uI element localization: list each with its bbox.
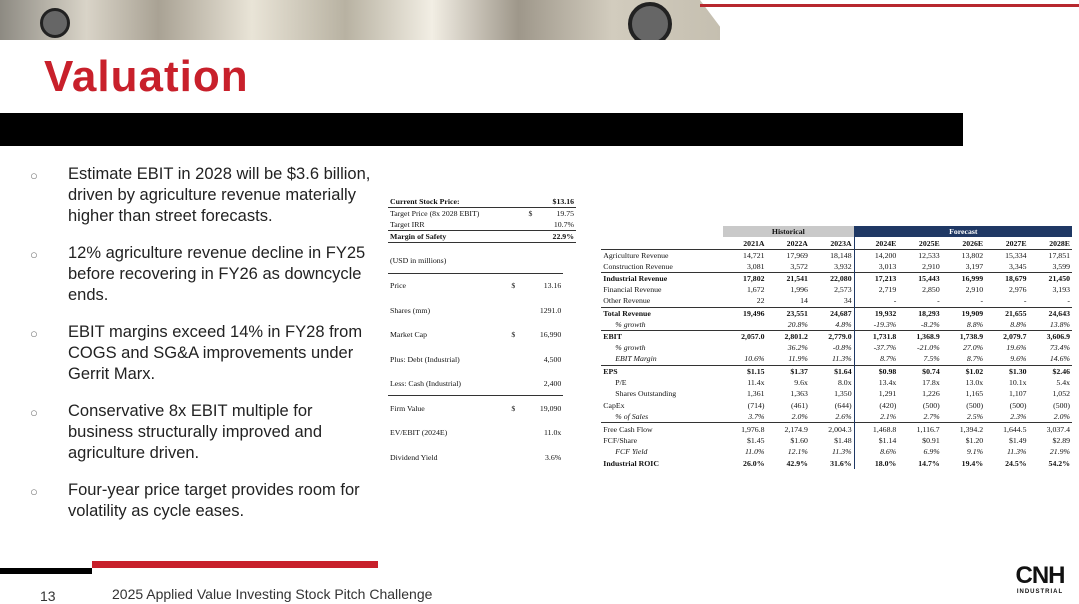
bullet-circle-icon: ○ xyxy=(30,484,38,499)
banner-photo xyxy=(0,0,720,40)
row-label: Construction Revenue xyxy=(603,261,673,271)
row-value: $0.98 xyxy=(878,366,897,376)
year-header: 2021A xyxy=(743,238,765,248)
row-value: 3.7% xyxy=(748,412,765,422)
row-value: 1,996 xyxy=(790,285,808,295)
year-header: 2022A xyxy=(786,238,808,248)
row-value: 19.4% xyxy=(961,459,984,469)
row-value: -37.7% xyxy=(873,343,897,353)
label-spacer xyxy=(601,226,723,238)
row-value: 13,802 xyxy=(961,250,984,260)
row-value: (500) xyxy=(1009,401,1027,411)
currency-symbol: $ xyxy=(511,403,516,413)
header-banner xyxy=(0,0,1079,40)
year-header: 2024E xyxy=(875,238,897,248)
row-value: 17,851 xyxy=(1048,250,1070,260)
row-value: 8.8% xyxy=(1010,319,1027,329)
row-value: -21.0% xyxy=(916,343,940,353)
year-header: 2023A xyxy=(810,237,854,249)
bullet-item xyxy=(30,401,375,464)
row-label: EBIT xyxy=(603,331,622,341)
label-spacer xyxy=(601,237,723,249)
bullet-list xyxy=(30,164,375,538)
row-label: Dividend Yield xyxy=(390,452,438,462)
bullet-item xyxy=(30,164,375,227)
currency-symbol xyxy=(509,445,522,470)
row-value: 9.6% xyxy=(1010,354,1027,364)
bullet-text: Conservative 8x EBIT multiple for business structurally improved and agriculture driven. xyxy=(68,402,323,462)
table-row xyxy=(388,249,563,273)
row-label: Less: Cash (Industrial) xyxy=(390,378,462,388)
row-value: 22,080 xyxy=(810,272,854,284)
row-value: 10.7% xyxy=(553,220,574,230)
year-header: 2028E xyxy=(1049,238,1070,248)
row-value: 12.1% xyxy=(787,447,808,457)
bullet-circle-icon: ○ xyxy=(30,247,38,262)
row-value: - xyxy=(1023,296,1027,306)
logo-wordmark: CNH xyxy=(1015,562,1065,589)
row-label: Industrial Revenue xyxy=(603,273,668,283)
row-value: 18,293 xyxy=(918,308,940,318)
tractor-wheel-image xyxy=(628,2,672,40)
row-label: FCF Yield xyxy=(615,447,648,457)
row-value: 2,400 xyxy=(543,378,562,388)
projection-table-body xyxy=(601,226,1072,469)
banner-red-line xyxy=(700,4,1079,7)
row-value: 19.75 xyxy=(556,209,574,219)
row-value: 26.0% xyxy=(743,459,765,469)
row-value: (461) xyxy=(791,401,808,411)
table-row xyxy=(601,272,1072,284)
row-value: $1.48 xyxy=(810,435,854,447)
table-row xyxy=(601,411,1072,423)
row-label: Market Cap xyxy=(390,330,428,340)
table-row xyxy=(601,458,1072,470)
row-value: -8.2% xyxy=(920,319,940,329)
row-value: $0.91 xyxy=(922,435,940,445)
row-value: 2,850 xyxy=(922,285,940,295)
row-value: $0.74 xyxy=(922,366,940,376)
row-value: 13.4x xyxy=(878,377,897,387)
row-value: 1,052 xyxy=(1052,389,1070,399)
row-value: 3,932 xyxy=(810,261,854,273)
row-value: 17.8x xyxy=(922,377,940,387)
row-value: 3,606.9 xyxy=(1046,331,1070,341)
row-value: 3.6% xyxy=(545,452,562,462)
row-value: 42.9% xyxy=(786,459,808,469)
table-row xyxy=(601,249,1072,261)
row-value: (714) xyxy=(747,401,765,411)
row-value: 1,107 xyxy=(1008,389,1027,399)
table-row xyxy=(388,208,576,220)
row-value: 5.4x xyxy=(1056,377,1070,387)
row-value: 15,443 xyxy=(918,273,940,283)
row-value: 4.8% xyxy=(810,319,854,331)
row-value: 1,361 xyxy=(746,389,765,399)
row-value: 2,801.2 xyxy=(784,331,808,341)
row-value: $1.20 xyxy=(965,435,984,445)
row-value: 14.7% xyxy=(918,459,940,469)
row-value: 1,394.2 xyxy=(959,424,984,434)
table-row xyxy=(601,237,1072,249)
row-value: 17,969 xyxy=(786,250,808,260)
row-value: $1.02 xyxy=(965,366,984,376)
row-value: 13.16 xyxy=(543,281,562,291)
row-value: 2,779.0 xyxy=(810,330,854,342)
table-row xyxy=(601,435,1072,447)
row-value: 14.6% xyxy=(1049,354,1070,364)
currency-symbol: $ xyxy=(528,209,533,219)
table-row xyxy=(388,396,563,420)
table-row xyxy=(601,226,1072,238)
bullet-item xyxy=(30,480,375,522)
row-label: Total Revenue xyxy=(603,308,651,318)
row-value: 11.3% xyxy=(810,353,854,365)
row-value: 1,116.7 xyxy=(916,424,940,434)
slide-title: Valuation xyxy=(44,52,249,101)
row-value: - xyxy=(893,296,897,306)
row-value: $1.60 xyxy=(790,435,808,445)
currency-symbol xyxy=(527,231,539,243)
table-row xyxy=(601,388,1072,400)
row-value: 2,976 xyxy=(1008,285,1027,295)
row-value: 23,551 xyxy=(786,308,808,318)
row-value: 17,213 xyxy=(874,273,897,283)
row-value: - xyxy=(937,296,940,306)
currency-symbol xyxy=(509,298,522,322)
row-value xyxy=(723,319,766,331)
table-row xyxy=(388,219,576,231)
currency-symbol xyxy=(509,420,522,444)
row-value: 14 xyxy=(800,296,808,306)
row-value: (420) xyxy=(879,401,897,411)
table-row xyxy=(601,330,1072,342)
currency-symbol xyxy=(509,371,522,395)
bullet-circle-icon: ○ xyxy=(30,405,38,420)
row-label: % growth xyxy=(615,343,646,353)
row-label: EBIT Margin xyxy=(615,354,657,364)
row-value: 21.9% xyxy=(1049,447,1070,457)
row-value: 16,990 xyxy=(539,330,562,340)
year-header: 2025E xyxy=(918,238,940,248)
table-row xyxy=(601,400,1072,412)
footer-black-bar xyxy=(0,568,92,574)
row-label: Margin of Safety xyxy=(390,232,447,242)
row-value: 2.5% xyxy=(966,412,984,422)
table-row xyxy=(388,322,563,346)
row-value: 2.7% xyxy=(923,412,940,422)
currency-symbol xyxy=(527,196,539,208)
row-label: Plus: Debt (Industrial) xyxy=(390,354,460,364)
table-row xyxy=(601,353,1072,365)
currency-symbol: $ xyxy=(511,281,516,291)
table-row xyxy=(388,273,563,297)
row-value: 19,932 xyxy=(874,308,897,318)
title-divider-bar xyxy=(0,113,963,146)
table-row xyxy=(388,420,563,444)
row-value: 11.3% xyxy=(810,446,854,458)
row-label: Shares (mm) xyxy=(390,305,431,315)
row-value: - xyxy=(980,296,984,306)
currency-symbol xyxy=(527,219,539,231)
row-value: 3,197 xyxy=(965,261,984,271)
table-row xyxy=(388,298,563,322)
row-value: (500) xyxy=(1053,401,1070,411)
bullet-text: Estimate EBIT in 2028 will be $3.6 billion, driven by agriculture revenue materially higher than street forecasts. xyxy=(68,165,371,225)
table-row xyxy=(388,231,576,243)
row-value: 3,599 xyxy=(1052,261,1070,271)
table-row xyxy=(601,365,1072,377)
row-value: 1291.0 xyxy=(539,305,562,315)
capitalization-table xyxy=(388,249,563,469)
row-value: 10.1x xyxy=(1008,377,1027,387)
row-value: 18.0% xyxy=(874,459,897,469)
cnh-logo xyxy=(1008,563,1072,599)
row-value: $1.49 xyxy=(1008,435,1027,445)
forecast-header: Forecast xyxy=(854,226,1072,238)
row-label: FCF/Share xyxy=(603,435,638,445)
row-value: 7.5% xyxy=(923,354,940,364)
row-value: 54.2% xyxy=(1048,459,1070,469)
row-value: 1,672 xyxy=(746,285,765,295)
row-value: 19,090 xyxy=(539,403,562,413)
row-value: $1.14 xyxy=(878,435,897,445)
row-value: 1,226 xyxy=(922,389,940,399)
row-value: $2.46 xyxy=(1052,366,1070,376)
row-value: 17,802 xyxy=(743,273,765,283)
units-label: (USD in millions) xyxy=(390,256,447,266)
row-value: 11.3% xyxy=(1006,447,1027,457)
row-value: 36.2% xyxy=(787,343,808,353)
row-value: 3,193 xyxy=(1052,285,1070,295)
row-label: Free Cash Flow xyxy=(603,424,653,434)
row-value: 31.6% xyxy=(810,458,854,470)
row-label: EV/EBIT (2024E) xyxy=(390,428,448,437)
row-label: EPS xyxy=(603,366,618,376)
row-value: 1,738.9 xyxy=(959,331,984,341)
row-value: 24.5% xyxy=(1005,459,1027,469)
row-label: Price xyxy=(390,281,407,291)
row-value: $1.15 xyxy=(746,366,765,376)
row-value: 2,910 xyxy=(965,285,984,295)
row-value: $1.64 xyxy=(810,365,854,377)
row-label: Other Revenue xyxy=(603,296,651,306)
row-value: 19,496 xyxy=(743,308,765,318)
row-label: Firm Value xyxy=(390,403,425,413)
row-value: 18,679 xyxy=(1005,273,1027,283)
row-value: 18,148 xyxy=(810,249,854,261)
row-value: $1.37 xyxy=(790,366,808,376)
row-value: 21,655 xyxy=(1005,308,1027,318)
row-value: 19.6% xyxy=(1006,343,1027,353)
row-value: 1,291 xyxy=(878,389,897,399)
row-value: 1,731.8 xyxy=(872,331,897,341)
currency-symbol xyxy=(509,347,522,371)
row-value: 8.6% xyxy=(880,447,897,457)
bullet-item xyxy=(30,322,375,385)
row-value: 2,079.7 xyxy=(1003,331,1027,341)
row-value: 14,721 xyxy=(743,250,765,260)
footer-text: 2025 Applied Value Investing Stock Pitch Challenge xyxy=(112,586,433,602)
row-value: 1,368.9 xyxy=(916,331,940,341)
currency-symbol: $ xyxy=(511,330,516,340)
year-header: 2027E xyxy=(1005,238,1027,248)
row-value: 2.6% xyxy=(810,411,854,423)
row-value: $1.45 xyxy=(746,435,765,445)
table-row xyxy=(601,423,1072,435)
table-row xyxy=(388,196,576,208)
bullet-text: 12% agriculture revenue decline in FY25 before recovering in FY26 as downcycle ends. xyxy=(68,244,366,304)
table-row xyxy=(388,445,563,470)
row-value: 34 xyxy=(810,295,854,307)
price-target-table xyxy=(388,196,576,243)
row-value: 10.6% xyxy=(744,354,765,364)
row-label: Current Stock Price: xyxy=(390,197,460,207)
year-header: 2026E xyxy=(962,238,984,248)
row-value: 12,533 xyxy=(918,250,940,260)
row-value: 19,909 xyxy=(961,308,984,318)
row-value: 6.9% xyxy=(923,447,940,457)
row-value: 13.8% xyxy=(1049,319,1070,329)
page-number: 13 xyxy=(40,588,56,604)
row-value: 9.6x xyxy=(794,377,808,387)
table-row xyxy=(601,319,1072,331)
bullet-text: EBIT margins exceed 14% in FY28 from COGS and SG&A improvements under Gerrit Marx. xyxy=(68,323,363,383)
bullet-circle-icon: ○ xyxy=(30,168,38,183)
row-value: (644) xyxy=(810,400,854,412)
row-value: 73.4% xyxy=(1049,343,1070,353)
row-value: -0.8% xyxy=(810,342,854,354)
row-value: 2,057.0 xyxy=(741,331,765,341)
row-value: 2.1% xyxy=(880,412,897,422)
row-value: 3,345 xyxy=(1008,261,1027,271)
row-value: 24,643 xyxy=(1048,308,1070,318)
table-row xyxy=(601,261,1072,273)
table-row xyxy=(388,371,563,395)
table-row xyxy=(601,446,1072,458)
row-value: 11.4x xyxy=(747,377,765,387)
row-value: 1,350 xyxy=(810,388,854,400)
row-label: CapEx xyxy=(603,401,625,411)
row-value: 2.3% xyxy=(1010,412,1027,422)
row-value: 2,174.9 xyxy=(784,424,808,434)
row-label: Industrial ROIC xyxy=(603,459,659,469)
table-row xyxy=(601,342,1072,354)
row-value: 1,644.5 xyxy=(1003,424,1027,434)
row-value: 22 xyxy=(756,296,765,306)
row-value: 3,013 xyxy=(878,261,897,271)
row-value: - xyxy=(1067,296,1070,306)
row-value: 3,572 xyxy=(790,261,808,271)
row-value: 1,468.8 xyxy=(872,424,897,434)
row-value: 24,687 xyxy=(810,307,854,319)
row-value: 8.7% xyxy=(966,354,984,364)
bullet-text: Four-year price target provides room for volatility as cycle eases. xyxy=(68,481,360,520)
row-value: -19.3% xyxy=(873,319,897,329)
row-value: 11.0x xyxy=(544,428,562,437)
table-row xyxy=(388,347,563,371)
row-value: 8.0x xyxy=(810,377,854,389)
bullet-circle-icon: ○ xyxy=(30,326,38,341)
row-label: Agriculture Revenue xyxy=(603,250,669,260)
row-value: 1,363 xyxy=(790,389,808,399)
row-label: % of Sales xyxy=(615,412,649,422)
row-label: Target IRR xyxy=(390,220,425,230)
row-value: 27.0% xyxy=(962,343,984,353)
row-value: 13.0x xyxy=(965,377,984,387)
row-value: 3,081 xyxy=(746,261,765,271)
row-label: Shares Outstanding xyxy=(615,389,677,399)
table-row xyxy=(601,284,1072,296)
row-value: 21,541 xyxy=(786,273,808,283)
row-value: 20.8% xyxy=(787,319,808,329)
valuation-tables xyxy=(388,196,1072,469)
table-row xyxy=(601,307,1072,319)
footer-red-bar xyxy=(92,561,378,568)
row-value xyxy=(723,342,766,354)
row-value: 8.8% xyxy=(966,319,984,329)
row-value: $13.16 xyxy=(552,197,574,207)
row-value: 2,573 xyxy=(810,284,854,296)
row-value: 8.7% xyxy=(880,354,897,364)
row-value: 2,719 xyxy=(878,285,897,295)
row-label: % growth xyxy=(615,319,646,329)
row-value: 1,976.8 xyxy=(741,424,765,434)
row-value: 22.9% xyxy=(552,232,574,242)
row-value: 14,200 xyxy=(874,250,897,260)
row-value: 16,999 xyxy=(961,273,984,283)
row-value: 3,037.4 xyxy=(1046,424,1070,434)
row-value: 21,450 xyxy=(1048,273,1070,283)
row-value: 9.1% xyxy=(966,447,984,457)
row-value: $2.89 xyxy=(1052,435,1070,445)
machine-wheel-image xyxy=(40,8,70,38)
bullet-item xyxy=(30,243,375,306)
row-value: 4,500 xyxy=(543,354,562,364)
row-label: Financial Revenue xyxy=(603,285,662,295)
row-value: 2,004.3 xyxy=(810,423,854,435)
row-value: 11.9% xyxy=(788,354,808,364)
row-value: 2.0% xyxy=(791,412,808,422)
row-value: 2,910 xyxy=(922,261,940,271)
row-value: 11.0% xyxy=(744,447,765,457)
table-row xyxy=(601,295,1072,307)
row-value: 15,334 xyxy=(1005,250,1027,260)
table-row xyxy=(601,377,1072,389)
row-value: 2.0% xyxy=(1053,412,1070,422)
row-label: P/E xyxy=(615,377,627,387)
row-value: 1,165 xyxy=(965,389,984,399)
logo-subtitle: INDUSTRIAL xyxy=(1016,589,1064,595)
row-value: (500) xyxy=(966,401,984,411)
row-value: (500) xyxy=(922,401,940,411)
row-label: Target Price (8x 2028 EBIT) xyxy=(390,209,480,219)
projection-table xyxy=(601,226,1072,469)
row-value: $1.30 xyxy=(1008,366,1027,376)
historical-header: Historical xyxy=(723,226,854,238)
